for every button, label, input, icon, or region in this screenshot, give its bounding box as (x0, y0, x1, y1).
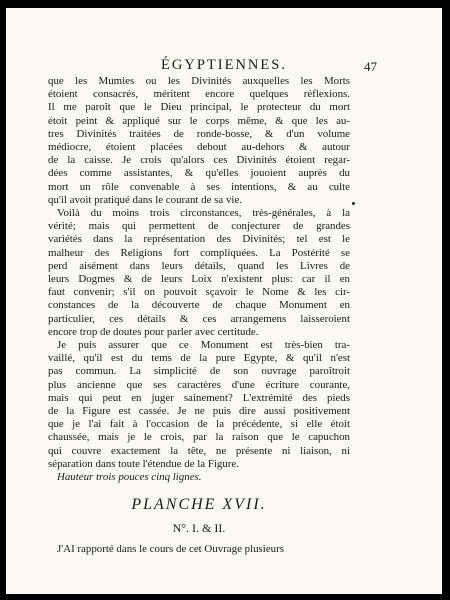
text-line: constances de la découverte de chaque Monument en (48, 299, 350, 312)
page-number: 47 (364, 59, 377, 74)
text-line: vérité; mais qui permettent de conjecturer de grandes (48, 220, 350, 233)
text-line: de la caisse. Je crois qu'alors ces Divinités étoient regar- (48, 154, 350, 167)
text-line: tres Divinités traitées de ronde-bosse, & d'un volume (48, 127, 350, 140)
text-line: malheur des Religions fort compliquées. La Postérité se (48, 246, 350, 259)
text-line: mais qui peut en juger sainement? L'extrémité des pieds (48, 391, 350, 404)
text-line: mort un rôle convenable à ses intentions, & au culte (48, 180, 350, 193)
text-line: médiocre, étoient placées debout au-dehors & autour (48, 141, 350, 154)
text-line: Voilà du moins trois circonstances, très-générales, à la (57, 207, 350, 220)
figure-caption: Hauteur trois pouces cinq lignes. (57, 471, 202, 484)
margin-dot (352, 202, 355, 205)
paragraph-3 (48, 339, 350, 471)
text-line: de la Figure est cassée. Je ne puis dire aussi positivement (48, 405, 350, 418)
paragraph-1 (48, 75, 350, 207)
text-line: Il me paroît que le Dieu principal, le protecteur du mort (48, 101, 350, 114)
text-line: particulier, ces détails & ces arrangemens laisseroient (48, 312, 350, 325)
text-line: chaussée, mais je le crois, par la raison que le capuchon (48, 431, 350, 444)
text-line: qui couvre exactement la tête, ne présente ni liaison, ni (48, 444, 350, 457)
running-title: ÉGYPTIENNES. (161, 57, 287, 73)
text-line: vaillé, qu'il est du tems de la pure Egypte, & qu'il n'est (48, 352, 350, 365)
text-line: leurs Dogmes & de leurs Loix n'existent plus: car il en (48, 273, 350, 286)
body-text (48, 75, 350, 557)
plate-numbers: N°. I. & II. (172, 521, 226, 536)
text-line: dées comme assistantes, & qu'elles jouoient auprès du (48, 167, 350, 180)
book-page (6, 8, 442, 594)
text-line: encore trop de doutes pour parler avec certitude. (48, 325, 259, 338)
text-line: étoit peint & appliqué sur le corps même, & que les au- (48, 114, 350, 127)
text-line: que les Mumies ou les Divinités auxquelles les Morts (48, 75, 350, 87)
plate-intro-line: J'AI rapporté dans le cours de cet Ouvrage plusieurs (57, 543, 284, 556)
text-line: pas commun. La simplicité de son ouvrage paroîtroit (48, 365, 350, 378)
text-line: étoient consacrés, méritent encore quelques réflexions. (48, 88, 350, 101)
text-line: séparation dans toute l'étendue de la Figure. (48, 457, 239, 470)
text-line: perd aisément dans leurs détails, quand les Livres de (48, 259, 350, 272)
text-line: Je puis assurer que ce Monument est très-bien tra- (57, 339, 350, 352)
text-line: faut convenir; s'il on pouvoit sçavoir le Nome & les cir- (48, 286, 350, 299)
text-line: que je l'ai fait à l'occasion de la précédente, si elle étoit (48, 418, 350, 431)
plate-heading: PLANCHE XVII. (131, 496, 267, 514)
text-line: plus ancienne que ses caractères d'une écriture courante, (48, 378, 350, 391)
text-line: qu'il avoit pratiqué dans le courant de sa vie. (48, 193, 243, 206)
paragraph-2 (48, 207, 350, 339)
text-line: variétés dans la représentation des Divinités; tel est le (48, 233, 350, 246)
